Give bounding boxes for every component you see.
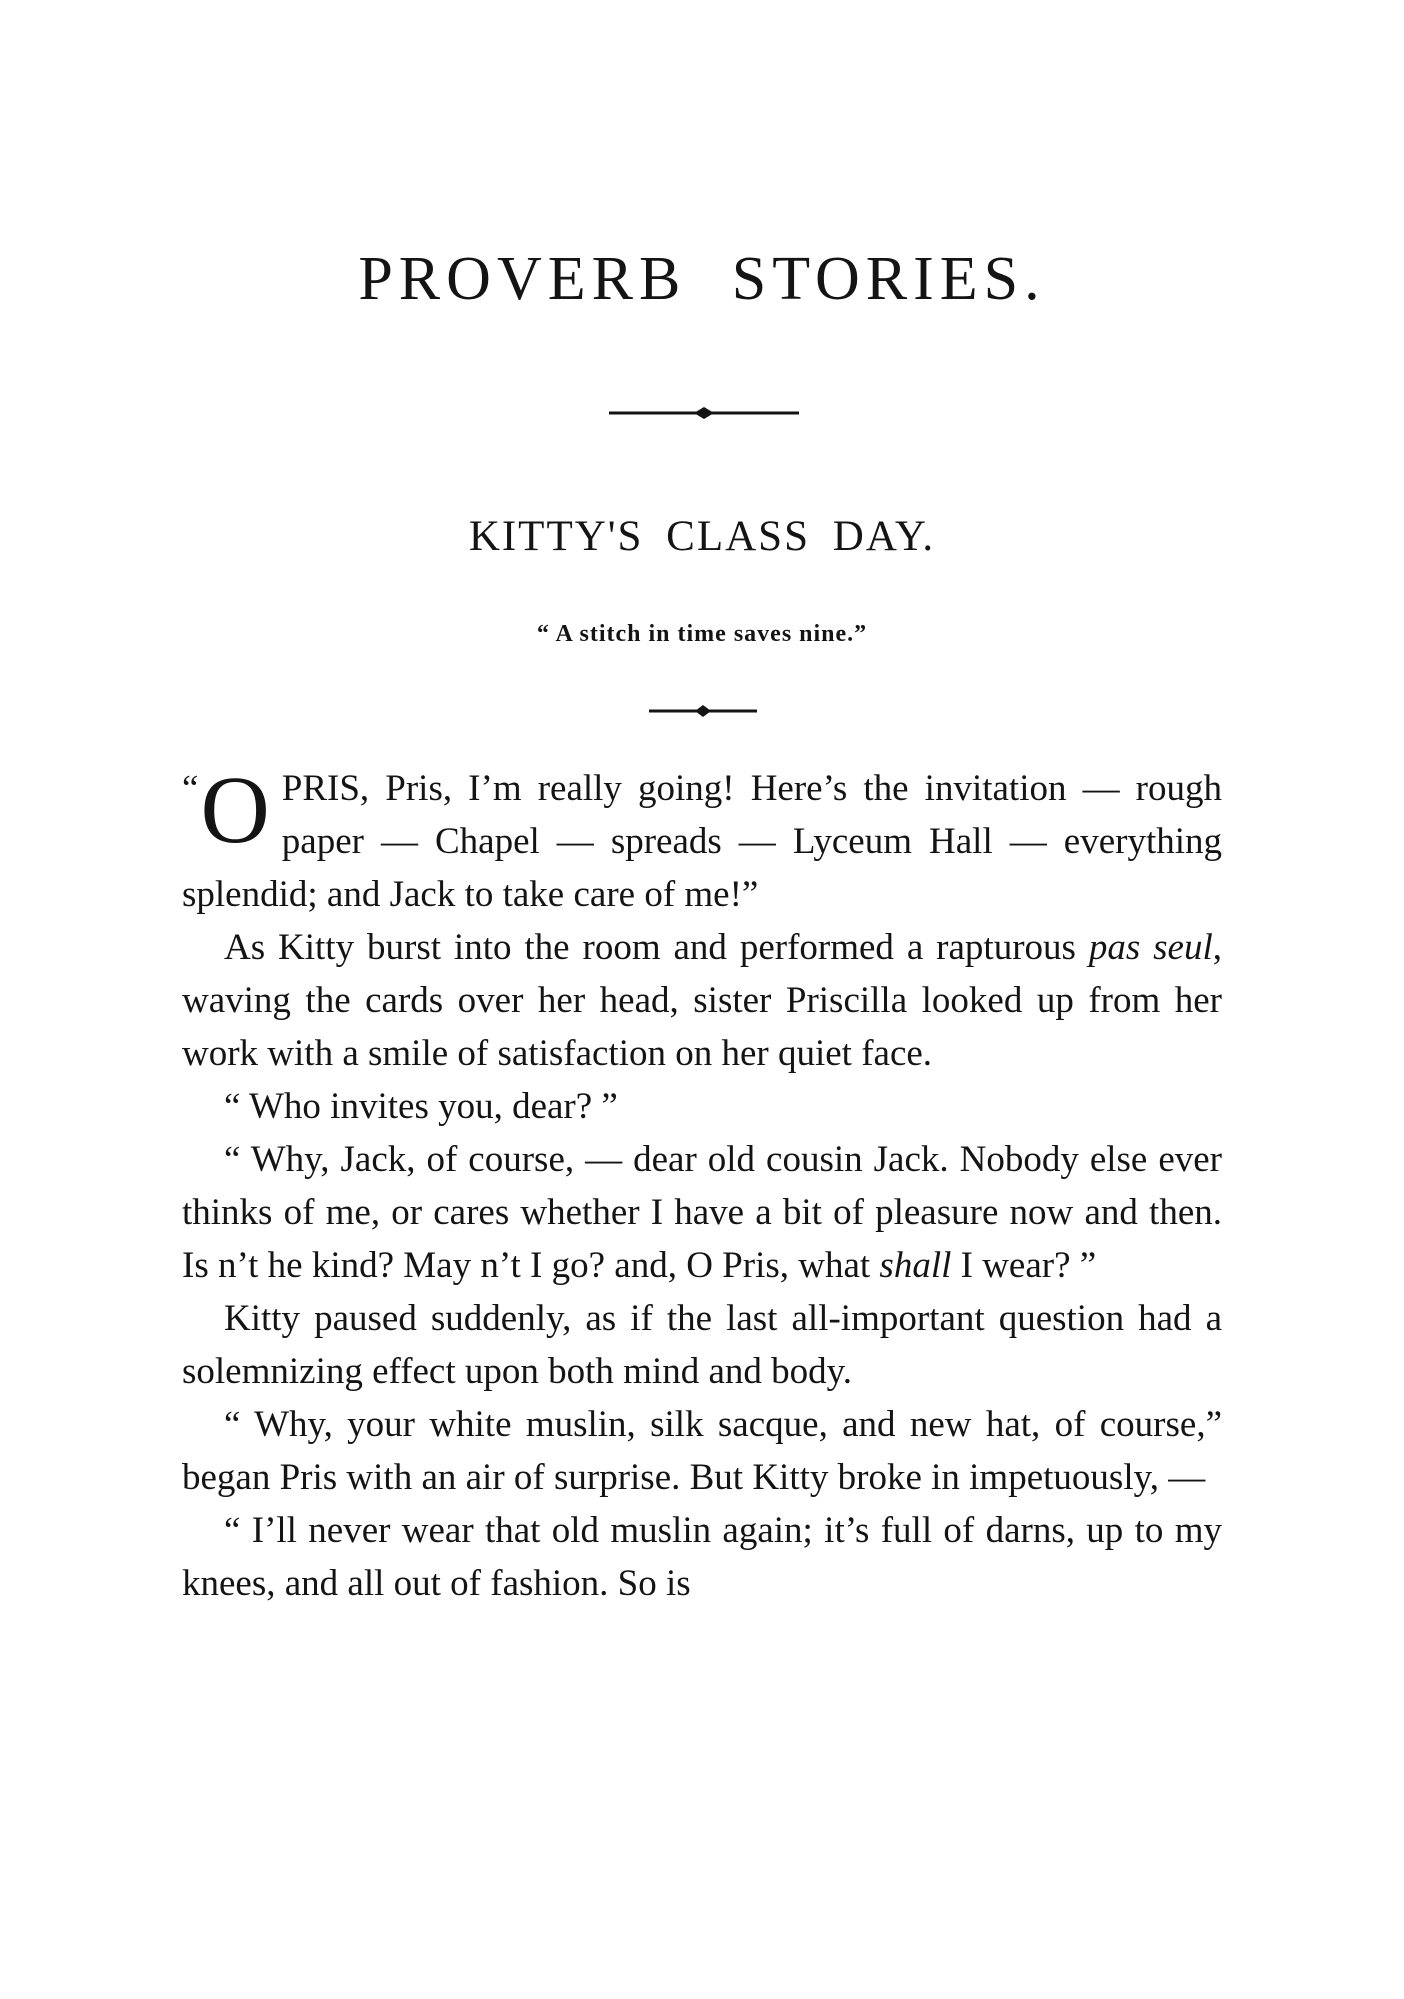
story-title: KITTY'S CLASS DAY. bbox=[468, 513, 936, 560]
opening-paragraph bbox=[182, 756, 1222, 921]
opening-paragraph-text: PRIS, Pris, I’m really going! Here’s the invitation — rough paper — Chapel — spreads — Lyceum Hall — everything splendid; and Jack to take care of me!” bbox=[182, 768, 1222, 915]
paragraph: “ I’ll never wear that old muslin again; it’s full of darns, up to my knees, and all out of fashion. So is bbox=[182, 1510, 1222, 1604]
paragraph: “ Why, Jack, of course, — dear old cousin Jack. Nobody else ever thinks of me, or cares whether I have a bit of pleasure now and then. Is n’t he kind? May n’t I go? and, O Pris, what shall I wear? ” bbox=[182, 1139, 1222, 1286]
italic-word: shall bbox=[879, 1245, 952, 1286]
story-epigraph: “ A stitch in time saves nine.” bbox=[536, 621, 868, 647]
story-body bbox=[182, 756, 1223, 1610]
drop-cap: O bbox=[200, 756, 270, 863]
paragraph: “ Who invites you, dear? ” bbox=[224, 1086, 618, 1127]
paragraph: “ Why, your white muslin, silk sacque, and new hat, of course,” began Pris with an air of surprise. But Kitty broke in impetuously, — bbox=[182, 1404, 1222, 1498]
ornament-divider-icon bbox=[609, 405, 799, 421]
paragraph: Kitty paused suddenly, as if the last all-important question had a solemnizing effect upon both mind and body. bbox=[182, 1298, 1222, 1392]
ornament-divider-small-icon bbox=[649, 703, 757, 719]
opening-quote-mark: “ bbox=[182, 768, 199, 809]
book-title: PROVERB STORIES. bbox=[358, 245, 1046, 313]
italic-phrase: pas seul bbox=[1088, 927, 1213, 968]
paragraph: As Kitty burst into the room and performed a rapturous pas seul, waving the cards over her head, sister Priscilla looked up from her work with a smile of satisfaction on her quiet face. bbox=[182, 927, 1223, 1074]
